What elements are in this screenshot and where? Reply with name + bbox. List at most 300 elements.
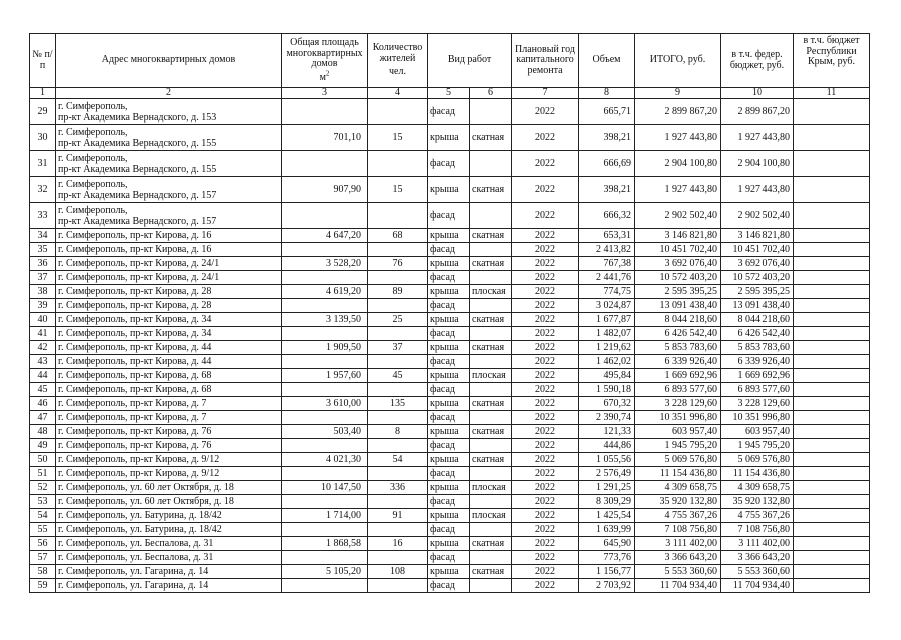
address-line: г. Симферополь, ул. Гагарина, д. 14 — [58, 566, 209, 577]
row-number: 52 — [30, 481, 56, 495]
row-work-type: крыша — [428, 177, 470, 203]
row-number: 38 — [30, 285, 56, 299]
row-area — [282, 439, 368, 453]
row-work-subtype — [470, 383, 512, 397]
row-federal: 6 339 926,40 — [721, 355, 794, 369]
row-work-subtype: скатная — [470, 257, 512, 271]
row-address — [56, 509, 282, 523]
row-work-type: фасад — [428, 355, 470, 369]
row-area — [282, 411, 368, 425]
row-federal: 5 553 360,60 — [721, 565, 794, 579]
row-total: 3 146 821,80 — [635, 229, 721, 243]
row-area: 503,40 — [282, 425, 368, 439]
row-year: 2022 — [512, 313, 579, 327]
row-year: 2022 — [512, 229, 579, 243]
row-area: 1 909,50 — [282, 341, 368, 355]
table-row — [30, 299, 870, 313]
row-work-type: фасад — [428, 495, 470, 509]
row-number: 35 — [30, 243, 56, 257]
row-work-type: фасад — [428, 243, 470, 257]
row-work-subtype: скатная — [470, 425, 512, 439]
row-area — [282, 355, 368, 369]
row-address — [56, 551, 282, 565]
row-residents — [368, 467, 428, 481]
row-crimea — [794, 439, 870, 453]
row-address — [56, 125, 282, 151]
row-crimea — [794, 495, 870, 509]
row-volume: 1 156,77 — [579, 565, 635, 579]
address-line: г. Симферополь, ул. Беспалова, д. 31 — [58, 538, 214, 549]
row-residents: 76 — [368, 257, 428, 271]
row-work-type: крыша — [428, 313, 470, 327]
row-area: 3 610,00 — [282, 397, 368, 411]
row-work-subtype — [470, 551, 512, 565]
row-crimea — [794, 177, 870, 203]
row-number: 39 — [30, 299, 56, 313]
row-federal: 3 111 402,00 — [721, 537, 794, 551]
row-total: 1 927 443,80 — [635, 125, 721, 151]
col-number: 10 — [721, 88, 794, 99]
row-volume: 398,21 — [579, 177, 635, 203]
row-work-subtype: скатная — [470, 125, 512, 151]
row-total: 10 572 403,20 — [635, 271, 721, 285]
row-work-subtype — [470, 327, 512, 341]
row-residents: 54 — [368, 453, 428, 467]
row-crimea — [794, 467, 870, 481]
row-address — [56, 341, 282, 355]
col-number: 3 — [282, 88, 368, 99]
row-work-subtype: скатная — [470, 341, 512, 355]
row-address — [56, 203, 282, 229]
row-volume: 8 309,29 — [579, 495, 635, 509]
row-year: 2022 — [512, 523, 579, 537]
table-row — [30, 453, 870, 467]
row-number: 33 — [30, 203, 56, 229]
row-work-subtype — [470, 203, 512, 229]
row-crimea — [794, 243, 870, 257]
row-crimea — [794, 383, 870, 397]
row-work-subtype: плоская — [470, 509, 512, 523]
row-work-type: крыша — [428, 425, 470, 439]
table-row — [30, 551, 870, 565]
address-line: г. Симферополь, пр-кт Кирова, д. 34 — [58, 328, 212, 339]
row-number: 51 — [30, 467, 56, 481]
row-year: 2022 — [512, 411, 579, 425]
row-federal: 4 755 367,26 — [721, 509, 794, 523]
row-total: 6 893 577,60 — [635, 383, 721, 397]
row-area: 4 619,20 — [282, 285, 368, 299]
row-crimea — [794, 355, 870, 369]
row-address — [56, 467, 282, 481]
row-federal: 2 899 867,20 — [721, 99, 794, 125]
row-address — [56, 523, 282, 537]
row-work-subtype: скатная — [470, 229, 512, 243]
row-total: 35 920 132,80 — [635, 495, 721, 509]
row-work-subtype — [470, 271, 512, 285]
row-address — [56, 481, 282, 495]
address-line: пр-кт Академика Вернадского, д. 157 — [58, 189, 217, 201]
row-volume: 1 590,18 — [579, 383, 635, 397]
table-row — [30, 565, 870, 579]
address-line: г. Симферополь, ул. 60 лет Октября, д. 18 — [58, 482, 234, 493]
row-federal: 1 927 443,80 — [721, 125, 794, 151]
address-line: пр-кт Академика Вернадского, д. 153 — [58, 111, 217, 123]
row-work-subtype: скатная — [470, 565, 512, 579]
row-crimea — [794, 411, 870, 425]
row-volume: 1 639,99 — [579, 523, 635, 537]
row-federal: 6 893 577,60 — [721, 383, 794, 397]
row-crimea — [794, 299, 870, 313]
row-year: 2022 — [512, 355, 579, 369]
table-row — [30, 495, 870, 509]
row-total: 11 704 934,40 — [635, 579, 721, 593]
row-total: 4 309 658,75 — [635, 481, 721, 495]
row-number: 32 — [30, 177, 56, 203]
address-line: г. Симферополь, пр-кт Кирова, д. 24/1 — [58, 258, 220, 269]
row-volume: 398,21 — [579, 125, 635, 151]
row-volume: 1 482,07 — [579, 327, 635, 341]
row-residents — [368, 327, 428, 341]
row-crimea — [794, 327, 870, 341]
row-work-subtype: плоская — [470, 285, 512, 299]
row-year: 2022 — [512, 299, 579, 313]
row-year: 2022 — [512, 327, 579, 341]
row-total: 5 069 576,80 — [635, 453, 721, 467]
row-work-type: крыша — [428, 481, 470, 495]
row-total: 3 692 076,40 — [635, 257, 721, 271]
row-work-subtype: плоская — [470, 481, 512, 495]
row-residents — [368, 523, 428, 537]
row-area — [282, 523, 368, 537]
row-residents — [368, 151, 428, 177]
row-volume: 2 413,82 — [579, 243, 635, 257]
row-year: 2022 — [512, 243, 579, 257]
address-line: г. Симферополь, пр-кт Кирова, д. 16 — [58, 244, 212, 255]
table-row — [30, 125, 870, 151]
table-row — [30, 425, 870, 439]
row-work-subtype — [470, 523, 512, 537]
row-work-type: крыша — [428, 509, 470, 523]
row-number: 55 — [30, 523, 56, 537]
table-row — [30, 523, 870, 537]
row-area — [282, 327, 368, 341]
row-address — [56, 299, 282, 313]
row-federal: 603 957,40 — [721, 425, 794, 439]
row-total: 10 451 702,40 — [635, 243, 721, 257]
col-number: 9 — [635, 88, 721, 99]
row-year: 2022 — [512, 271, 579, 285]
row-total: 4 755 367,26 — [635, 509, 721, 523]
row-total: 3 366 643,20 — [635, 551, 721, 565]
row-number: 47 — [30, 411, 56, 425]
row-work-subtype: скатная — [470, 397, 512, 411]
header-year: Плановый год капитального ремонта — [512, 34, 579, 88]
row-total: 6 339 926,40 — [635, 355, 721, 369]
address-line: г. Симферополь, пр-кт Кирова, д. 34 — [58, 314, 212, 325]
row-address — [56, 411, 282, 425]
address-line: г. Симферополь, — [58, 126, 128, 138]
row-crimea — [794, 341, 870, 355]
area-unit-text: м — [319, 71, 326, 83]
row-residents: 8 — [368, 425, 428, 439]
row-address — [56, 257, 282, 271]
row-area — [282, 467, 368, 481]
row-volume: 670,32 — [579, 397, 635, 411]
row-year: 2022 — [512, 257, 579, 271]
row-crimea — [794, 203, 870, 229]
table-row — [30, 397, 870, 411]
table-row — [30, 411, 870, 425]
address-line: г. Симферополь, пр-кт Кирова, д. 7 — [58, 412, 207, 423]
header-total: ИТОГО, руб. — [635, 34, 721, 88]
row-work-type: фасад — [428, 383, 470, 397]
row-work-subtype — [470, 439, 512, 453]
row-year: 2022 — [512, 579, 579, 593]
row-crimea — [794, 313, 870, 327]
row-federal: 10 572 403,20 — [721, 271, 794, 285]
row-federal: 11 154 436,80 — [721, 467, 794, 481]
row-work-type: фасад — [428, 411, 470, 425]
row-residents: 68 — [368, 229, 428, 243]
row-residents: 37 — [368, 341, 428, 355]
row-federal: 3 366 643,20 — [721, 551, 794, 565]
address-line: г. Симферополь, — [58, 178, 128, 190]
row-crimea — [794, 425, 870, 439]
address-line: г. Симферополь, пр-кт Кирова, д. 68 — [58, 384, 212, 395]
row-crimea — [794, 99, 870, 125]
address-line: г. Симферополь, пр-кт Кирова, д. 7 — [58, 398, 207, 409]
row-number: 34 — [30, 229, 56, 243]
table-row — [30, 203, 870, 229]
row-address — [56, 177, 282, 203]
row-federal: 3 692 076,40 — [721, 257, 794, 271]
row-work-type: крыша — [428, 453, 470, 467]
row-number: 48 — [30, 425, 56, 439]
row-area — [282, 495, 368, 509]
row-volume: 2 390,74 — [579, 411, 635, 425]
row-federal: 6 426 542,40 — [721, 327, 794, 341]
address-line: г. Симферополь, пр-кт Кирова, д. 44 — [58, 356, 212, 367]
table-row — [30, 369, 870, 383]
row-year: 2022 — [512, 285, 579, 299]
row-year: 2022 — [512, 467, 579, 481]
row-area: 4 647,20 — [282, 229, 368, 243]
row-number: 58 — [30, 565, 56, 579]
header-federal: в т.ч. федер. бюджет, руб. — [721, 34, 794, 88]
row-number: 45 — [30, 383, 56, 397]
row-volume: 3 024,87 — [579, 299, 635, 313]
row-number: 57 — [30, 551, 56, 565]
row-total: 1 945 795,20 — [635, 439, 721, 453]
row-residents — [368, 271, 428, 285]
row-volume: 767,38 — [579, 257, 635, 271]
row-area: 701,10 — [282, 125, 368, 151]
row-work-subtype: скатная — [470, 453, 512, 467]
row-residents — [368, 99, 428, 125]
row-crimea — [794, 565, 870, 579]
row-work-type: крыша — [428, 397, 470, 411]
row-year: 2022 — [512, 551, 579, 565]
row-area: 1 714,00 — [282, 509, 368, 523]
table-row — [30, 257, 870, 271]
row-number: 41 — [30, 327, 56, 341]
row-work-type: фасад — [428, 439, 470, 453]
row-address — [56, 327, 282, 341]
row-number: 44 — [30, 369, 56, 383]
row-residents — [368, 355, 428, 369]
row-area — [282, 383, 368, 397]
header-work-type: Вид работ — [428, 34, 512, 88]
row-year: 2022 — [512, 341, 579, 355]
table-row — [30, 439, 870, 453]
row-residents: 89 — [368, 285, 428, 299]
row-area — [282, 551, 368, 565]
address-line: г. Симферополь, пр-кт Кирова, д. 44 — [58, 342, 212, 353]
row-area: 4 021,30 — [282, 453, 368, 467]
row-crimea — [794, 369, 870, 383]
row-total: 10 351 996,80 — [635, 411, 721, 425]
header-residents — [368, 34, 428, 88]
row-number: 59 — [30, 579, 56, 593]
row-address — [56, 285, 282, 299]
row-volume: 495,84 — [579, 369, 635, 383]
row-volume: 666,69 — [579, 151, 635, 177]
row-residents — [368, 299, 428, 313]
row-volume: 2 703,92 — [579, 579, 635, 593]
row-residents — [368, 551, 428, 565]
col-number: 8 — [579, 88, 635, 99]
row-area — [282, 299, 368, 313]
row-federal: 11 704 934,40 — [721, 579, 794, 593]
table-row — [30, 537, 870, 551]
row-residents: 25 — [368, 313, 428, 327]
row-total: 603 957,40 — [635, 425, 721, 439]
row-crimea — [794, 285, 870, 299]
capital-repair-table — [29, 33, 870, 593]
row-year: 2022 — [512, 565, 579, 579]
address-line: г. Симферополь, ул. 60 лет Октября, д. 18 — [58, 496, 234, 507]
header-area-unit — [284, 69, 365, 84]
row-residents — [368, 439, 428, 453]
row-address — [56, 537, 282, 551]
row-work-type: фасад — [428, 327, 470, 341]
header-residents-label: Количество жителей — [372, 42, 423, 64]
row-number: 53 — [30, 495, 56, 509]
row-number: 49 — [30, 439, 56, 453]
row-area: 3 528,20 — [282, 257, 368, 271]
row-residents — [368, 579, 428, 593]
row-work-type: крыша — [428, 257, 470, 271]
address-line: г. Симферополь, пр-кт Кирова, д. 24/1 — [58, 272, 220, 283]
row-total: 3 228 129,60 — [635, 397, 721, 411]
header-row — [30, 34, 870, 88]
header-address: Адрес многоквартирных домов — [56, 34, 282, 88]
row-work-subtype — [470, 299, 512, 313]
address-line: пр-кт Академика Вернадского, д. 155 — [58, 163, 217, 175]
row-work-type: фасад — [428, 151, 470, 177]
row-work-type: крыша — [428, 565, 470, 579]
row-number: 30 — [30, 125, 56, 151]
col-number: 11 — [794, 88, 870, 99]
row-address — [56, 243, 282, 257]
row-year: 2022 — [512, 425, 579, 439]
row-number: 31 — [30, 151, 56, 177]
row-work-type: крыша — [428, 125, 470, 151]
row-residents — [368, 203, 428, 229]
row-total: 5 853 783,60 — [635, 341, 721, 355]
row-volume: 665,71 — [579, 99, 635, 125]
row-total: 8 044 218,60 — [635, 313, 721, 327]
address-line: г. Симферополь, пр-кт Кирова, д. 76 — [58, 426, 212, 437]
row-federal: 2 595 395,25 — [721, 285, 794, 299]
row-work-type: фасад — [428, 579, 470, 593]
row-address — [56, 425, 282, 439]
col-number: 5 — [428, 88, 470, 99]
row-number: 37 — [30, 271, 56, 285]
table-row — [30, 327, 870, 341]
row-year: 2022 — [512, 99, 579, 125]
row-residents — [368, 495, 428, 509]
row-area: 5 105,20 — [282, 565, 368, 579]
row-total: 13 091 438,40 — [635, 299, 721, 313]
row-number: 50 — [30, 453, 56, 467]
row-area — [282, 243, 368, 257]
table-row — [30, 355, 870, 369]
row-area — [282, 271, 368, 285]
row-federal: 5 853 783,60 — [721, 341, 794, 355]
row-number: 54 — [30, 509, 56, 523]
row-work-subtype — [470, 579, 512, 593]
row-work-type: крыша — [428, 285, 470, 299]
row-work-subtype: скатная — [470, 537, 512, 551]
address-line: г. Симферополь, пр-кт Кирова, д. 16 — [58, 230, 212, 241]
row-work-subtype — [470, 355, 512, 369]
row-volume: 773,76 — [579, 551, 635, 565]
col-number: 6 — [470, 88, 512, 99]
row-crimea — [794, 523, 870, 537]
table-row — [30, 509, 870, 523]
row-volume: 666,32 — [579, 203, 635, 229]
row-total: 2 899 867,20 — [635, 99, 721, 125]
row-crimea — [794, 229, 870, 243]
row-total: 2 902 502,40 — [635, 203, 721, 229]
row-residents — [368, 411, 428, 425]
row-residents — [368, 383, 428, 397]
row-area — [282, 151, 368, 177]
header-crimea: в т.ч. бюджет Республики Крым, руб. — [794, 34, 870, 88]
row-address — [56, 439, 282, 453]
header-num: № п/п — [30, 34, 56, 88]
table-row — [30, 341, 870, 355]
table-row — [30, 481, 870, 495]
address-line: г. Симферополь, пр-кт Кирова, д. 28 — [58, 286, 212, 297]
row-residents: 16 — [368, 537, 428, 551]
row-crimea — [794, 257, 870, 271]
address-line: г. Симферополь, ул. Батурина, д. 18/42 — [58, 524, 222, 535]
row-crimea — [794, 271, 870, 285]
address-line: г. Симферополь, — [58, 204, 128, 216]
row-volume: 2 576,49 — [579, 467, 635, 481]
row-federal: 10 451 702,40 — [721, 243, 794, 257]
row-total: 6 426 542,40 — [635, 327, 721, 341]
address-line: г. Симферополь, пр-кт Кирова, д. 76 — [58, 440, 212, 451]
row-crimea — [794, 481, 870, 495]
row-work-type: фасад — [428, 523, 470, 537]
col-number: 4 — [368, 88, 428, 99]
row-total: 3 111 402,00 — [635, 537, 721, 551]
row-work-type: крыша — [428, 341, 470, 355]
row-work-type: фасад — [428, 467, 470, 481]
